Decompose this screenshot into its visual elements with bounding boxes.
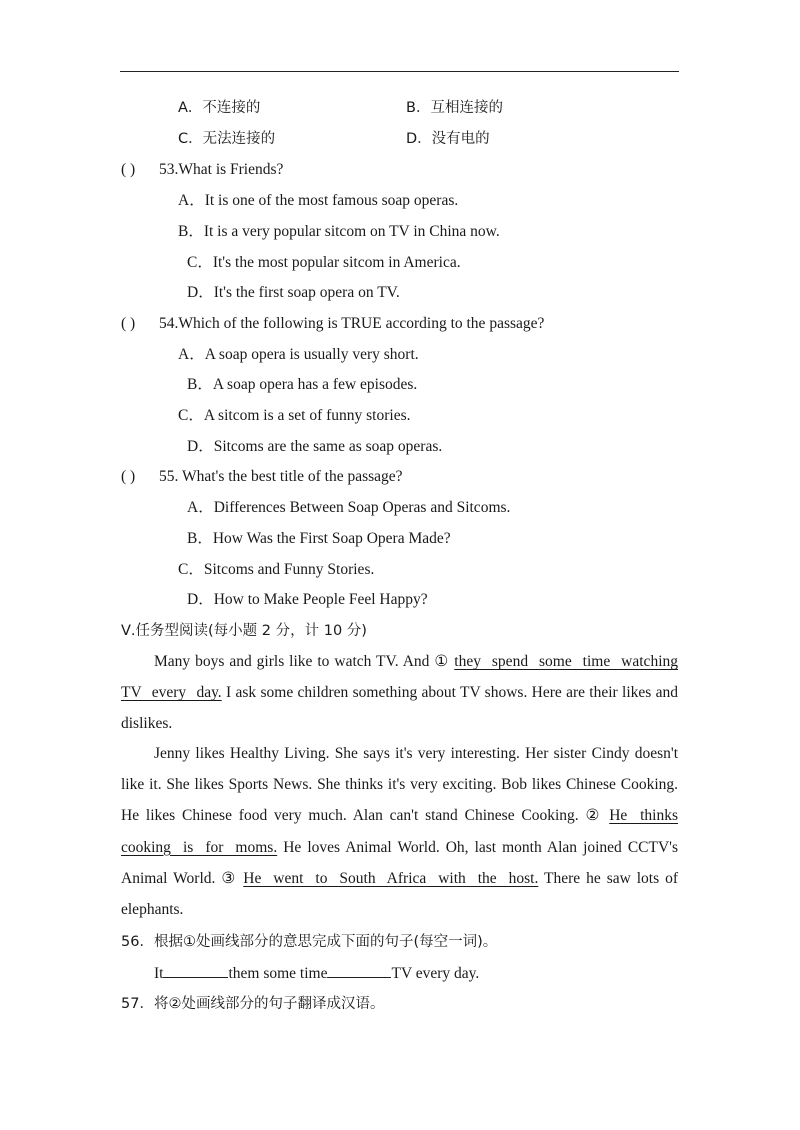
passage-text: I ask some children something about TV shows. Here are their likes and dislikes. (121, 684, 678, 733)
question-stem: 54.Which of the following is TRUE according to the passage? (159, 315, 545, 332)
passage-text: There he saw lots of elephants. (121, 869, 679, 919)
section-heading: Ⅴ.任务型阅读(每小题 2 分，计 10 分) (121, 623, 367, 639)
option-a: A．Differences Between Soap Operas and Sitcoms. (187, 499, 511, 516)
option-d: D．没有电的 (406, 131, 490, 147)
answer-bracket: ( ) (121, 468, 136, 485)
underlined-sentence-1: they spend some time watching TV every day. (121, 653, 678, 702)
option-c: C．无法连接的 (178, 131, 276, 147)
passage-paragraph-1 (121, 646, 678, 740)
option-c: C．A sitcom is a set of funny stories. (178, 407, 411, 424)
underlined-sentence-3: He went to South Africa with the host. (243, 869, 539, 887)
option-c: C．Sitcoms and Funny Stories. (178, 561, 375, 578)
option-b: B．How Was the First Soap Opera Made? (187, 530, 451, 547)
fill-in-sentence (154, 963, 479, 984)
option-a: A．A soap opera is usually very short. (178, 346, 419, 363)
sentence-fragment: It (154, 965, 164, 982)
sentence-fragment: TV every day. (391, 965, 480, 982)
answer-blank-2[interactable] (327, 963, 391, 978)
option-b: B．互相连接的 (406, 100, 503, 116)
option-d: D．It's the first soap opera on TV. (187, 284, 400, 301)
option-d: D．Sitcoms are the same as soap operas. (187, 438, 443, 455)
question-stem: 53.What is Friends? (159, 161, 284, 178)
passage-text: Many boys and girls like to watch TV. And ① (154, 653, 450, 670)
question-57-stem: 57．将②处画线部分的句子翻译成汉语。 (121, 996, 385, 1012)
answer-blank-1[interactable] (163, 963, 228, 978)
sentence-fragment: them some time (228, 965, 328, 982)
passage-text: Jenny likes Healthy Living. She says it's very interesting. Her sister Cindy doesn't like it. She likes Sports News. She thinks it's very exciting. Bob likes Chinese Cooking. He likes Chinese food very much. Alan can't stand Chinese Cooking. ② (121, 745, 678, 825)
option-a: A．不连接的 (178, 100, 261, 116)
answer-bracket: ( ) (121, 315, 136, 332)
option-b: B．It is a very popular sitcom on TV in China now. (178, 223, 500, 240)
underlined-sentence-2: He thinks cooking is for moms. (121, 807, 679, 856)
option-b: B．A soap opera has a few episodes. (187, 376, 418, 393)
passage-paragraph-2 (121, 738, 678, 925)
header-rule (120, 71, 679, 72)
option-c: C．It's the most popular sitcom in America. (187, 254, 461, 271)
passage-text: He loves Animal World. Oh, last month Alan joined CCTV's Animal World. ③ (121, 838, 678, 887)
option-d: D．How to Make People Feel Happy? (187, 591, 428, 608)
question-stem: 55. What's the best title of the passage? (159, 468, 403, 485)
question-56-stem: 56．根据①处画线部分的意思完成下面的句子(每空一词)。 (121, 934, 498, 950)
option-a: A．It is one of the most famous soap operas. (178, 192, 459, 209)
answer-bracket: ( ) (121, 161, 136, 178)
